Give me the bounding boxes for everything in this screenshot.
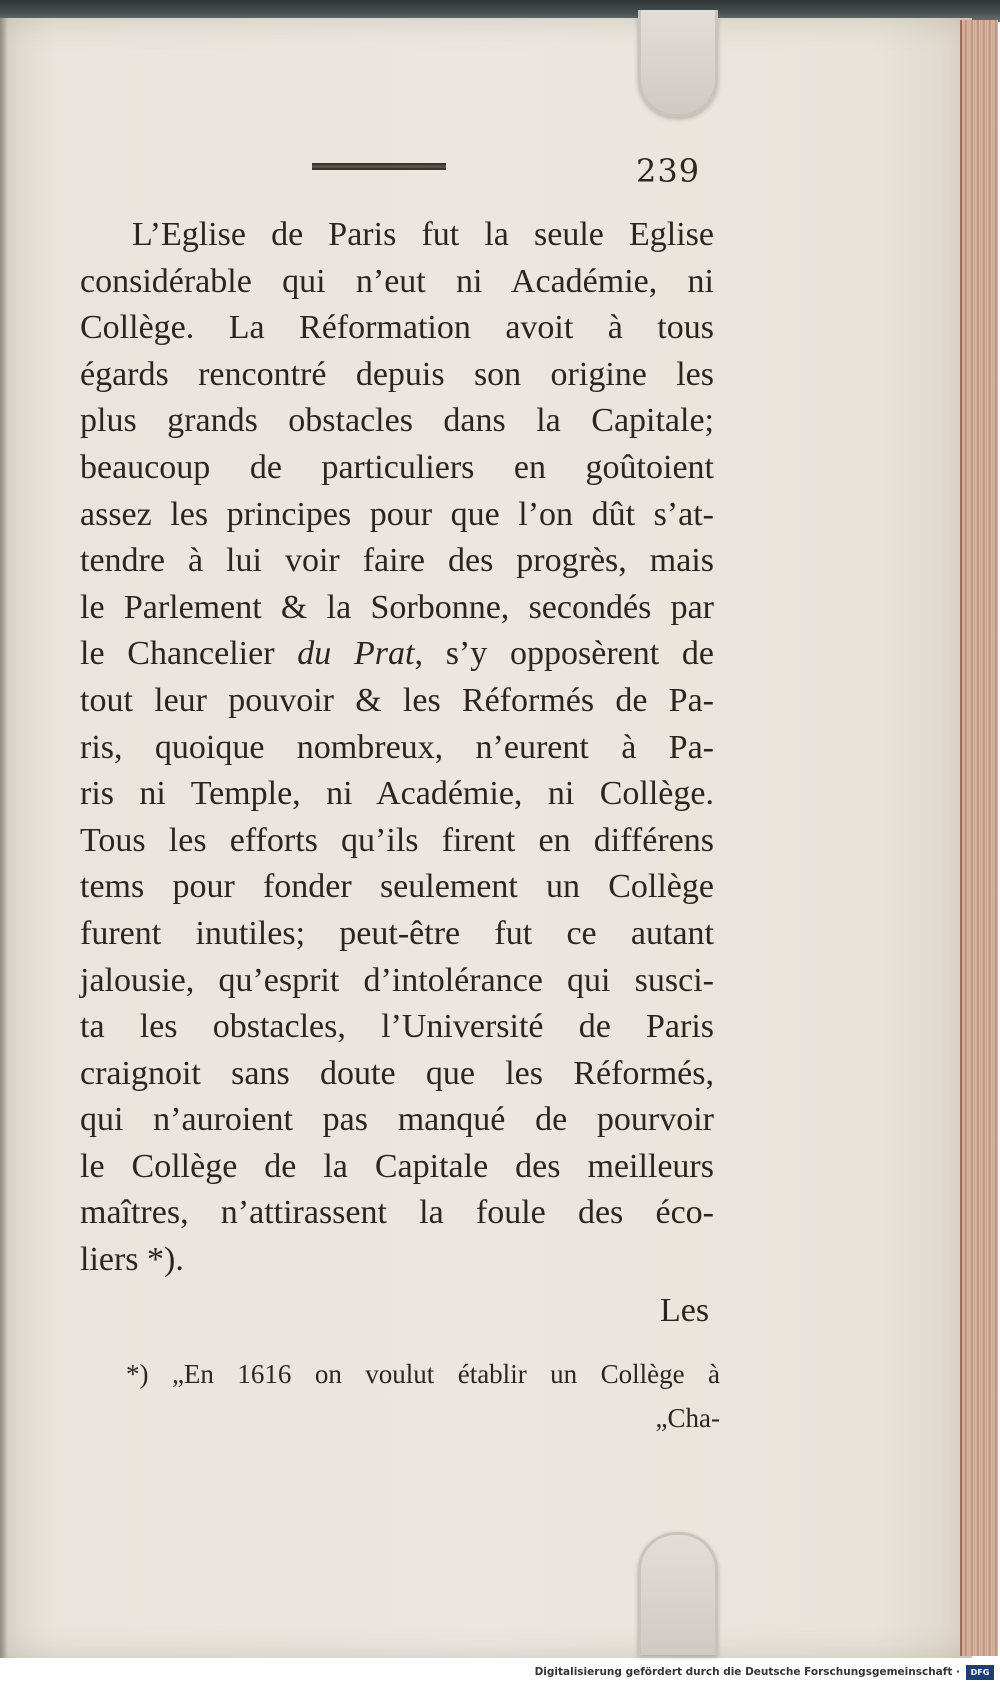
body-line: furent inutiles; peut-être fut ce autant [80,914,714,952]
body-line: considérable qui n’eut ni Académie, ni [80,262,714,300]
top-page-clip [638,10,718,117]
credit-bar [0,1660,1000,1689]
bottom-page-clip [638,1532,718,1655]
body-line: jalousie, qu’esprit d’intolérance qui susci- [80,961,714,999]
footnote [126,1352,720,1440]
page-stack-edge [960,20,998,1656]
body-line: ris, quoique nombreux, n’eurent à Pa- [80,728,714,766]
gutter-shadow [0,18,8,1658]
dfg-logo: DFG [966,1665,994,1680]
body-line: tems pour fonder seulement un Collège [80,868,714,906]
body-line: Tous les efforts qu’ils firent en différens [80,821,714,859]
body-line: Collège. La Réformation avoit à tous [80,309,714,347]
body-line: craignoit sans doute que les Réformés, [80,1054,714,1092]
footnote-line: *) „En 1616 on voulut établir un Collège à [126,1359,720,1389]
body-line: égards rencontré depuis son origine les [80,355,714,393]
body-line: tout leur pouvoir & les Réformés de Pa- [80,681,714,719]
page-number: 239 [636,152,701,190]
body-line: ris ni Temple, ni Académie, ni Collège. [80,775,714,813]
body-line: le Parlement & la Sorbonne, secondés par [80,588,714,626]
header-ornament-rule [312,163,446,170]
credit-text: Digitalisierung gefördert durch die Deutsche Forschungsgemeinschaft · [534,1666,960,1678]
body-line: L’Eglise de Paris fut la seule Eglise [132,216,714,253]
body-line: tendre à lui voir faire des progrès, mais [80,542,714,580]
body-line: le Collège de la Capitale des meilleurs [80,1147,714,1185]
body-line: ta les obstacles, l’Université de Paris [80,1008,714,1046]
body-line: assez les principes pour que l’on dût s’at- [80,495,714,533]
catchword: Les [660,1292,710,1329]
body-text [80,212,714,1284]
body-line: maîtres, n’attirassent la foule des éco- [80,1194,714,1232]
body-line: le Chancelier du Prat, s’y opposèrent de [80,635,715,673]
body-line: beaucoup de particuliers en goûtoient [80,448,714,486]
body-line: qui n’auroient pas manqué de pourvoir [80,1101,714,1139]
footnote-line: „Cha- [655,1403,720,1433]
body-line: liers *). [80,1241,184,1279]
body-line: plus grands obstacles dans la Capitale; [80,402,714,440]
